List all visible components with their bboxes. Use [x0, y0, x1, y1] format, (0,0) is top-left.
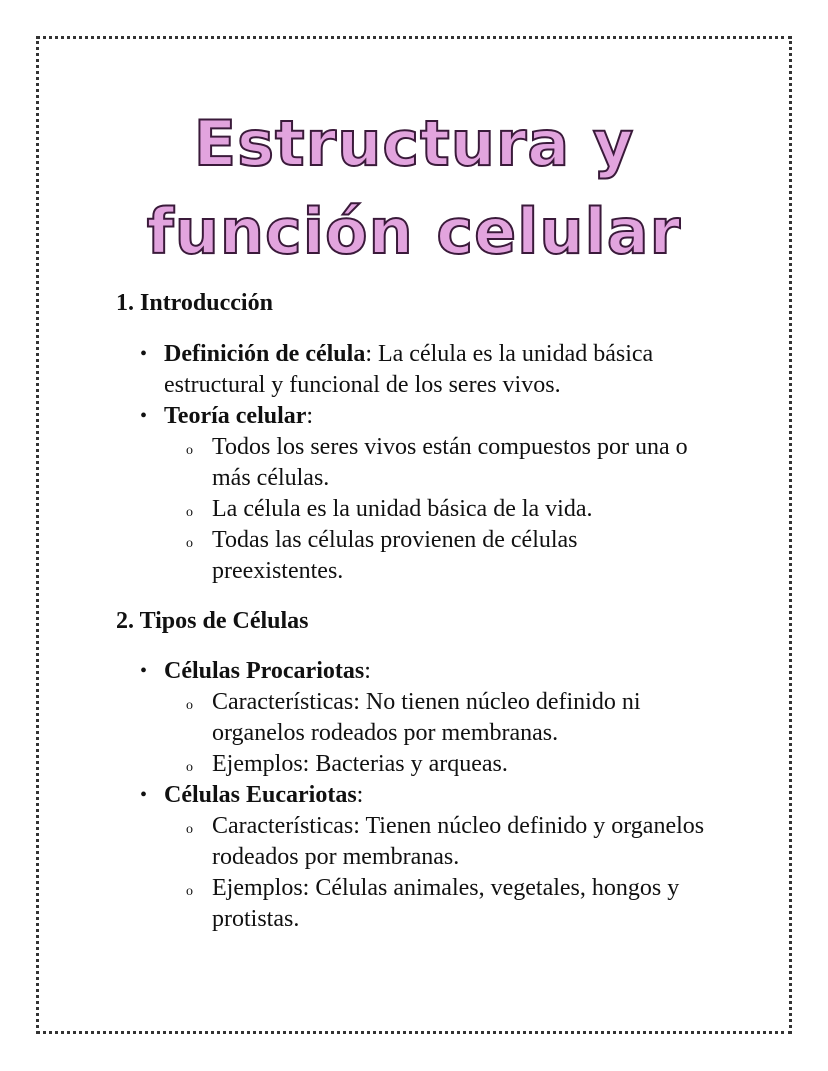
sub-item-text: Ejemplos: Bacterias y arqueas. — [212, 751, 508, 777]
sub-list-item — [186, 525, 712, 587]
bullet-icon: • — [140, 660, 148, 682]
sub-list-item — [186, 749, 712, 780]
item-text: : — [306, 403, 314, 429]
circle-bullet-icon: o — [186, 443, 193, 458]
bullet-icon: • — [140, 784, 148, 806]
sub-list-item — [186, 873, 712, 935]
section-heading-introduccion: 1. Introducción — [116, 290, 273, 316]
title-line-2: función celular — [146, 195, 682, 268]
item-text: : La célula es la unidad básica estructural y funcional de los seres vivos. — [164, 341, 654, 398]
sub-list-item — [186, 432, 712, 494]
circle-bullet-icon: o — [186, 536, 193, 551]
list-item-definicion-celula — [140, 339, 724, 401]
sub-list-item — [186, 494, 712, 525]
sub-item-text: Características: Tienen núcleo definido y organelos rodeados por membranas. — [212, 813, 705, 870]
circle-bullet-icon: o — [186, 822, 193, 837]
sub-item-text: Ejemplos: Células animales, vegetales, hongos y protistas. — [212, 875, 680, 932]
circle-bullet-icon: o — [186, 505, 193, 520]
sub-item-text: Características: No tienen núcleo definido ni organelos rodeados por membranas. — [212, 689, 641, 746]
bullet-icon: • — [140, 405, 148, 427]
bullet-icon: • — [140, 343, 148, 365]
sub-list-item — [186, 687, 712, 749]
circle-bullet-icon: o — [186, 698, 193, 713]
circle-bullet-icon: o — [186, 760, 193, 775]
item-text: : — [364, 658, 371, 684]
term-label: Células Eucariotas — [164, 782, 357, 808]
page-title — [36, 100, 792, 276]
item-text: : — [356, 782, 364, 808]
term-label: Teoría celular — [164, 403, 307, 429]
section-heading-tipos-de-celulas: 2. Tipos de Células — [116, 608, 309, 634]
sub-list-item — [186, 811, 712, 873]
list-item-celulas-eucariotas — [140, 780, 724, 811]
sub-item-text: Todos los seres vivos están compuestos por una o más células. — [212, 434, 688, 491]
title-line-1: Estructura y — [193, 107, 635, 180]
sub-item-text: Todas las células provienen de células preexistentes. — [212, 527, 578, 584]
list-item-celulas-procariotas — [140, 656, 724, 687]
term-label: Células Procariotas — [164, 658, 365, 684]
term-label: Definición de célula — [164, 341, 366, 367]
section-list-tipos-de-celulas — [0, 656, 828, 935]
list-item-teoria-celular — [140, 401, 724, 432]
sub-item-text: La célula es la unidad básica de la vida. — [212, 496, 593, 522]
circle-bullet-icon: o — [186, 884, 193, 899]
section-list-introduccion — [0, 339, 828, 587]
